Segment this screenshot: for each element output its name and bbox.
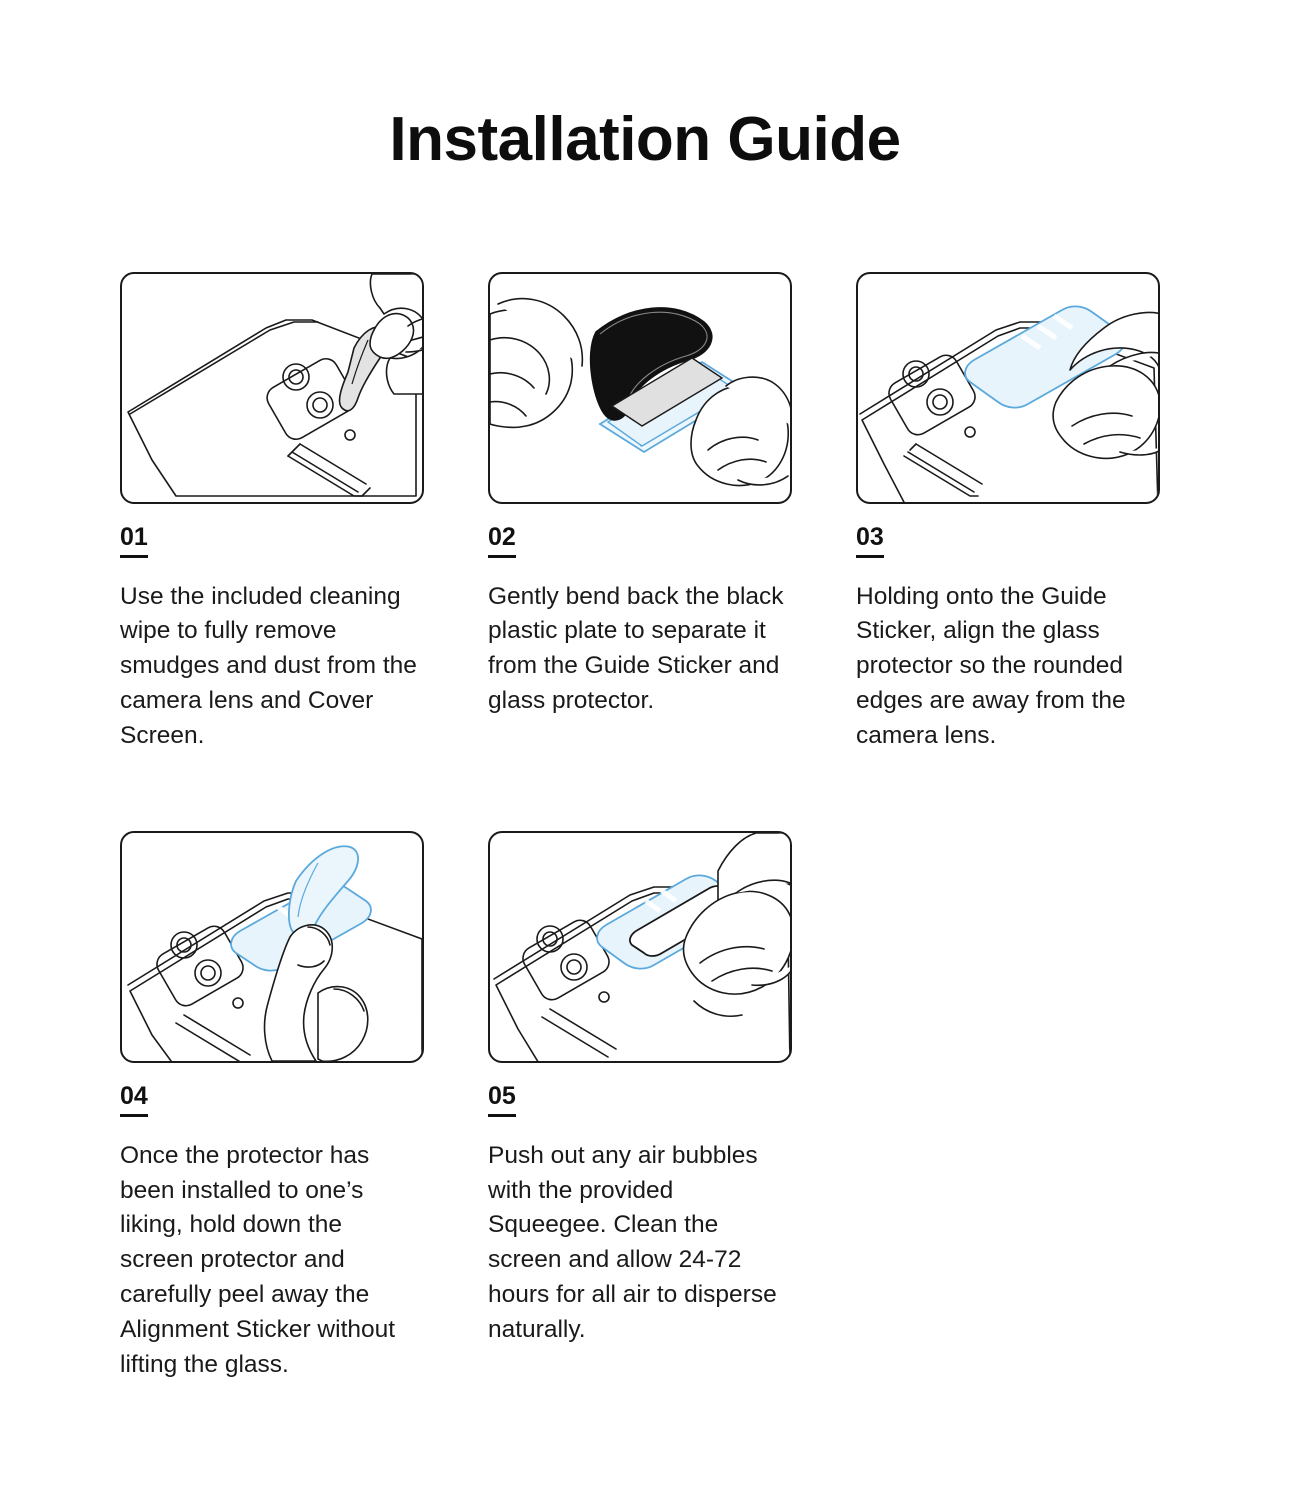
step-01-illustration [120,272,424,504]
step-04-number: 04 [120,1083,148,1117]
step-05-number: 05 [488,1083,516,1117]
step-placeholder-empty [856,831,1180,1382]
step-05-illustration [488,831,792,1063]
step-02-number: 02 [488,524,516,558]
steps-row-2 [120,831,1180,1382]
steps-row-1 [120,272,1180,753]
step-01-text: Use the included cleaning wipe to fully remove smudges and dust from the camera lens and Cover Screen. [120,582,417,749]
step-03-number: 03 [856,524,884,558]
step-04-illustration [120,831,424,1063]
step-02-illustration [488,272,792,504]
step-05-text: Push out any air bubbles with the provided Squeegee. Clean the screen and allow 24-72 hours for all air to disperse naturally. [488,1141,777,1343]
step-03-text: Holding onto the Guide Sticker, align the glass protector so the rounded edges are away from the camera lens. [856,582,1126,749]
page-title: Installation Guide [389,105,901,174]
step-04 [120,831,488,1382]
step-02 [488,272,856,753]
steps-grid [120,272,1180,1382]
step-03-illustration [856,272,1160,504]
step-04-text: Once the protector has been installed to one’s liking, hold down the screen protector and carefully peel away the Alignment Sticker without lifting the glass. [120,1141,396,1378]
step-05 [488,831,856,1382]
step-03 [856,272,1180,753]
step-02-text: Gently bend back the black plastic plate to separate it from the Guide Sticker and glass protector. [488,582,784,714]
step-01 [120,272,488,753]
step-01-number: 01 [120,524,148,558]
